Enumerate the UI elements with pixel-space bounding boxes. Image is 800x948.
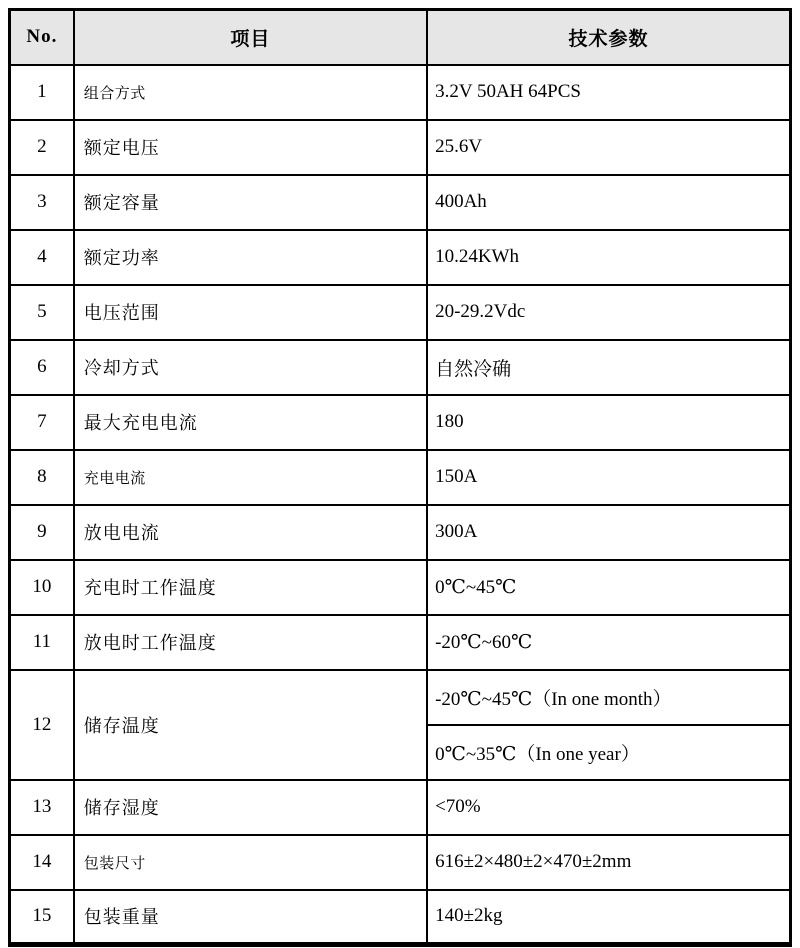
- item-value: -20℃~60℃: [427, 615, 790, 670]
- item-name: 放电电流: [74, 505, 427, 560]
- table-row: [10, 450, 791, 505]
- table-row: [10, 890, 791, 945]
- table-row: [10, 615, 791, 670]
- row-number: 8: [10, 450, 74, 505]
- item-value: 10.24KWh: [427, 230, 790, 285]
- row-number: 13: [10, 780, 74, 835]
- table-row: [10, 505, 791, 560]
- item-value: 0℃~45℃: [427, 560, 790, 615]
- table-row: [10, 230, 791, 285]
- spec-table-body: [10, 65, 791, 945]
- item-name: 最大充电电流: [74, 395, 427, 450]
- item-value: 150A: [427, 450, 790, 505]
- item-value: 140±2kg: [427, 890, 790, 945]
- item-name: 组合方式: [74, 65, 427, 120]
- item-name: 充电时工作温度: [74, 560, 427, 615]
- row-number: 7: [10, 395, 74, 450]
- item-name: 包装尺寸: [74, 835, 427, 890]
- spec-table-header: [10, 10, 791, 65]
- row-number: 12: [10, 670, 74, 780]
- item-value: <70%: [427, 780, 790, 835]
- table-row: [10, 65, 791, 120]
- item-name: 放电时工作温度: [74, 615, 427, 670]
- table-row: [10, 835, 791, 890]
- row-number: 4: [10, 230, 74, 285]
- item-name: 充电电流: [74, 450, 427, 505]
- row-number: 1: [10, 65, 74, 120]
- table-row: [10, 780, 791, 835]
- table-row: [10, 285, 791, 340]
- item-value: 300A: [427, 505, 790, 560]
- item-value: 616±2×480±2×470±2mm: [427, 835, 790, 890]
- item-value: 25.6V: [427, 120, 790, 175]
- item-name: 储存温度: [74, 670, 427, 780]
- table-row: [10, 395, 791, 450]
- column-header-item: 项目: [74, 10, 427, 65]
- item-value: 自然冷确: [427, 340, 790, 395]
- row-number: 6: [10, 340, 74, 395]
- item-value: 180: [427, 395, 790, 450]
- row-number: 9: [10, 505, 74, 560]
- table-row: [10, 340, 791, 395]
- item-value: 0℃~35℃（In one year）: [427, 725, 790, 780]
- row-number: 5: [10, 285, 74, 340]
- item-name: 包装重量: [74, 890, 427, 945]
- item-name: 额定容量: [74, 175, 427, 230]
- item-name: 额定功率: [74, 230, 427, 285]
- spec-table: [8, 8, 792, 947]
- item-value: 400Ah: [427, 175, 790, 230]
- item-value: 3.2V 50AH 64PCS: [427, 65, 790, 120]
- row-number: 11: [10, 615, 74, 670]
- table-row: [10, 560, 791, 615]
- item-name: 冷却方式: [74, 340, 427, 395]
- column-header-no: No.: [10, 10, 74, 65]
- table-row: [10, 120, 791, 175]
- table-row: [10, 175, 791, 230]
- item-name: 电压范围: [74, 285, 427, 340]
- column-header-param: 技术参数: [427, 10, 790, 65]
- item-name: 储存湿度: [74, 780, 427, 835]
- row-number: 10: [10, 560, 74, 615]
- header-row: [10, 10, 791, 65]
- row-number: 3: [10, 175, 74, 230]
- item-name: 额定电压: [74, 120, 427, 175]
- row-number: 14: [10, 835, 74, 890]
- item-value: -20℃~45℃（In one month）: [427, 670, 790, 725]
- table-row: [10, 670, 791, 725]
- row-number: 15: [10, 890, 74, 945]
- row-number: 2: [10, 120, 74, 175]
- item-value: 20-29.2Vdc: [427, 285, 790, 340]
